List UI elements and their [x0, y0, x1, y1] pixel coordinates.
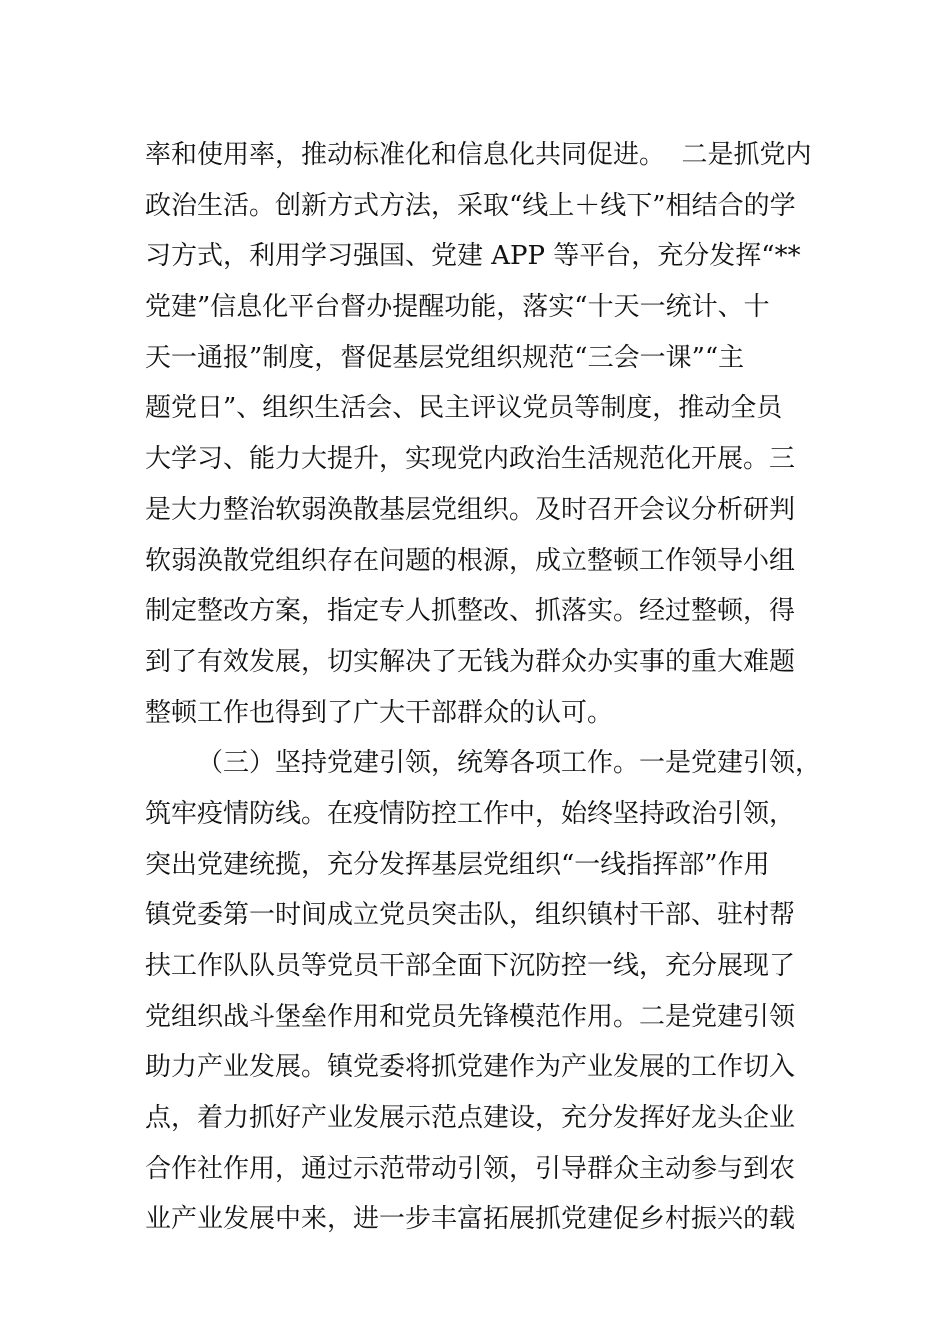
- text-line: 助力产业发展。镇党委将抓党建作为产业发展的工作切入: [145, 1052, 796, 1083]
- text-line: 扶工作队队员等党员干部全面下沉防控一线，充分展现了: [145, 951, 796, 981]
- text-line: 突出党建统揽，充分发挥基层党组织“一线指挥部”作用: [145, 849, 770, 880]
- text-line: 党组织战斗堡垒作用和党员先锋模范作用。二是党建引领: [145, 1001, 796, 1032]
- text-line: 点，着力抓好产业发展示范点建设，充分发挥好龙头企业: [145, 1103, 796, 1134]
- text-line: 党建”信息化平台督办提醒功能，落实“十天一统计、十: [145, 292, 770, 323]
- text-line: 大学习、能力大提升，实现党内政治生活规范化开展。三: [145, 444, 796, 475]
- text-line: 整顿工作也得到了广大干部群众的认可。: [145, 697, 614, 728]
- text-line: 题党日”、组织生活会、民主评议党员等制度，推动全员: [145, 393, 783, 424]
- text-line: 率和使用率，推动标准化和信息化共同促进。 二是抓党内: [145, 140, 812, 170]
- text-line: 业产业发展中来，进一步丰富拓展抓党建促乡村振兴的载: [145, 1204, 796, 1235]
- text-line: 习方式，利用学习强国、党建 APP 等平台，充分发挥“**: [145, 241, 801, 272]
- text-line: 到了有效发展，切实解决了无钱为群众办实事的重大难题: [145, 646, 796, 677]
- text-line: 软弱涣散党组织存在问题的根源，成立整顿工作领导小组: [145, 545, 796, 576]
- body-text: [145, 130, 822, 1245]
- text-line: 政治生活。创新方式方法，采取“线上＋线下”相结合的学: [145, 190, 796, 221]
- text-line: 镇党委第一时间成立党员突击队，组织镇村干部、驻村帮: [145, 900, 796, 931]
- text-line: 筑牢疫情防线。在疫情防控工作中，始终坚持政治引领，: [145, 798, 796, 829]
- text-line: 天一通报”制度，督促基层党组织规范“三会一课”“主: [145, 342, 745, 373]
- section-heading-line: （三）坚持党建引领，统筹各项工作。一是党建引领，: [197, 748, 822, 779]
- text-line: 制定整改方案，指定专人抓整改、抓落实。经过整顿，得: [145, 596, 796, 627]
- text-line: 是大力整治软弱涣散基层党组织。及时召开会议分析研判: [145, 494, 796, 525]
- text-line: 合作社作用，通过示范带动引领，引导群众主动参与到农: [145, 1153, 796, 1184]
